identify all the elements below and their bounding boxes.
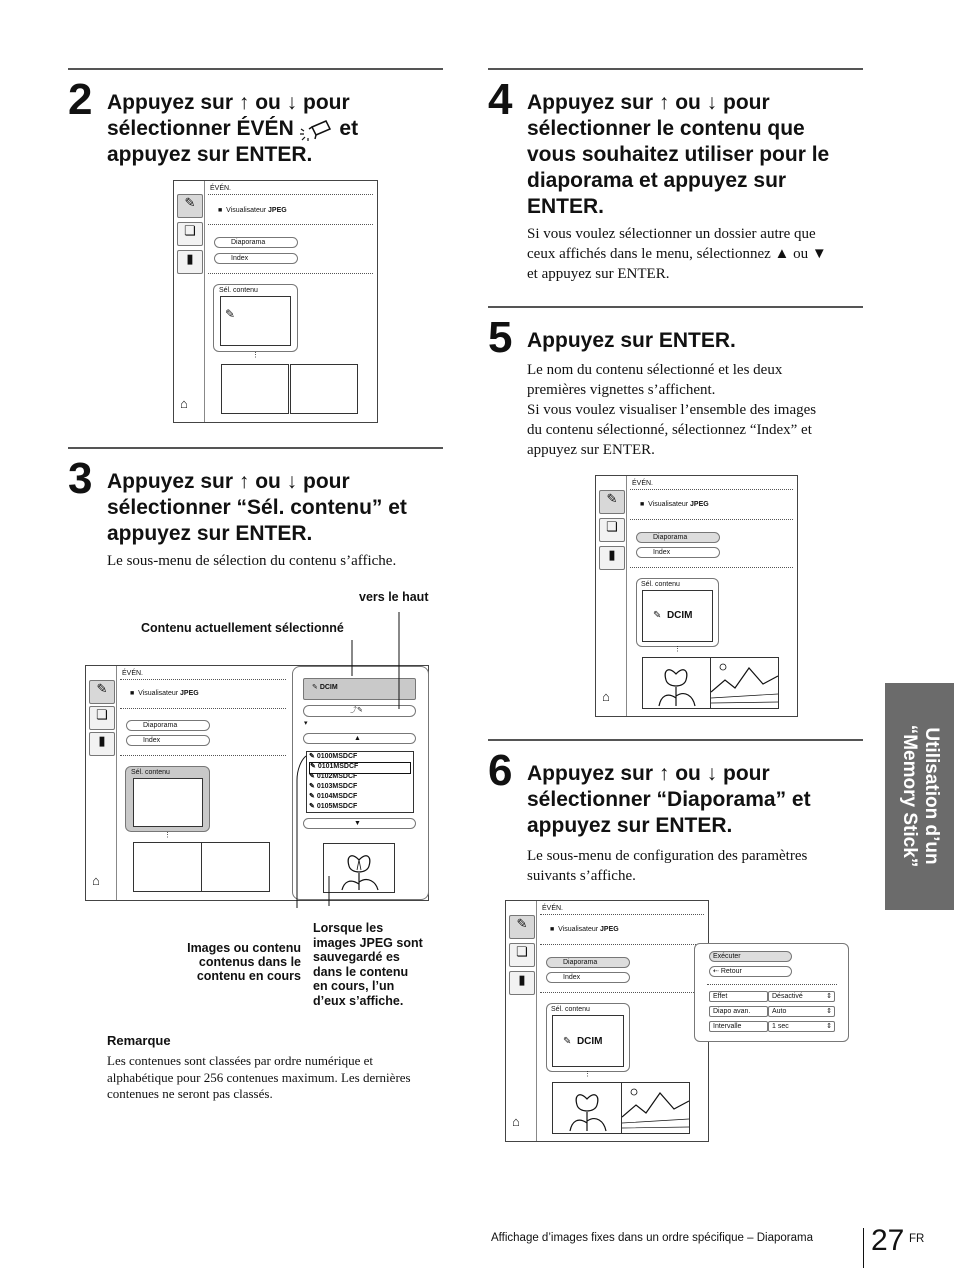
screen-sidebar xyxy=(506,901,537,1141)
note-line: alphabétique pour 256 contenues maximum. Les dernières xyxy=(107,1069,411,1085)
folder-icon: ✎ xyxy=(309,773,317,780)
screen-mockup xyxy=(595,475,798,717)
viewer-text: Visualisateur xyxy=(226,207,267,214)
back-button[interactable] xyxy=(709,966,792,977)
divider xyxy=(630,489,793,490)
content-label: Sél. contenu xyxy=(131,769,170,776)
step-title-line: Appuyez sur ↑ ou ↓ pour xyxy=(527,762,770,785)
step-number: 3 xyxy=(68,454,93,503)
setting-label-box xyxy=(709,1021,768,1032)
effect-value: Désactivé xyxy=(772,993,803,1000)
current-content-label: ✎ DCIM xyxy=(312,684,338,691)
screen-sidebar xyxy=(596,476,627,716)
folder-icon: ✎ xyxy=(309,783,317,790)
screen-mockup xyxy=(505,900,709,1142)
body-line: Le nom du contenu sélectionné et les deux xyxy=(527,362,783,378)
diaporama-label: Diaporama xyxy=(231,239,266,246)
step-title-line: appuyez sur ENTER. xyxy=(527,814,733,837)
jpeg-text: JPEG xyxy=(600,926,619,933)
dcim-text: DCIM xyxy=(576,1036,603,1047)
callout-label xyxy=(313,921,423,1008)
memory-stick-icon[interactable]: ▮ xyxy=(509,971,535,995)
content-label: Sél. contenu xyxy=(551,1006,590,1013)
step-body xyxy=(527,224,827,284)
viewer-label: ■ Visualisateur JPEG xyxy=(640,501,709,508)
viewer-text: Visualisateur xyxy=(138,690,179,697)
up-folder-icon: ⤴✎ xyxy=(350,707,363,714)
cursor-icon: ▾ xyxy=(304,720,308,727)
step-title-text: et xyxy=(339,117,359,140)
setting-label: Diapo avan. xyxy=(713,1008,751,1015)
body-line: du contenu sélectionné, sélectionnez “Index” et xyxy=(527,422,812,438)
body-line: Si vous voulez visualiser l’ensemble des images xyxy=(527,402,817,418)
step-title-line: sélectionner le contenu que xyxy=(527,117,805,140)
setting-label-box xyxy=(709,991,768,1002)
menu-header: ÉVÉN. xyxy=(632,480,654,487)
section-rule xyxy=(488,739,863,741)
callout-line: d’eux s’affiche. xyxy=(313,993,404,1008)
setting-label-box xyxy=(709,1006,768,1017)
back-text: Retour xyxy=(720,968,742,975)
stack-icon[interactable]: ❏ xyxy=(509,943,535,967)
jpeg-text: JPEG xyxy=(690,501,709,508)
event-icon[interactable]: ✎ xyxy=(89,680,115,704)
stack-icon[interactable]: ❏ xyxy=(599,518,625,542)
folder-name: 0102MSDCF xyxy=(316,773,358,780)
footer-title: Affichage d’images fixes dans un ordre spécifique – Diaporama xyxy=(491,1232,813,1244)
home-icon[interactable]: ⌂ xyxy=(512,1114,520,1129)
folder-name: 0105MSDCF xyxy=(316,803,358,810)
divider xyxy=(707,984,837,985)
body-line: appuyez sur ENTER. xyxy=(527,442,655,458)
setting-label: Effet xyxy=(713,993,728,1000)
updown-icon: ⇕ xyxy=(826,993,832,1000)
step-title-line: vous souhaitez utiliser pour le xyxy=(527,143,830,166)
viewer-label: ■ Visualisateur JPEG xyxy=(130,690,199,697)
more-dots: ⋮ xyxy=(674,646,681,653)
step-title-line: diaporama et appuyez sur xyxy=(527,169,787,192)
execute-label: Exécuter xyxy=(713,953,741,960)
home-icon[interactable]: ⌂ xyxy=(92,873,100,888)
index-button[interactable] xyxy=(636,547,720,558)
thumbnail[interactable] xyxy=(642,657,711,709)
folder-icon: ✎ xyxy=(309,753,317,760)
dcim-text: DCIM xyxy=(666,610,693,621)
callout-line: contenus dans le xyxy=(198,955,301,969)
jpeg-text: JPEG xyxy=(268,207,287,214)
body-line: Si vous voulez sélectionner un dossier autre que xyxy=(527,226,816,242)
folder-name: 0103MSDCF xyxy=(316,783,358,790)
callout-line: Lorsque les xyxy=(313,921,384,935)
event-icon[interactable]: ✎ xyxy=(177,194,203,218)
step-title: Appuyez sur ENTER. xyxy=(527,329,736,352)
index-label: Index xyxy=(563,974,581,981)
step-title-line: Appuyez sur ↑ ou ↓ pour xyxy=(107,470,350,493)
viewer-text: Visualisateur xyxy=(558,926,599,933)
memory-stick-icon[interactable]: ▮ xyxy=(177,250,203,274)
step-body xyxy=(527,360,816,460)
index-label: Index xyxy=(231,255,249,262)
flower-image xyxy=(553,1083,621,1133)
landscape-image xyxy=(711,658,778,708)
folder-name: 0104MSDCF xyxy=(316,793,358,800)
step-title-line: sélectionner “Diaporama” et xyxy=(527,788,811,811)
folder-name: 0100MSDCF xyxy=(316,753,358,760)
content-panel[interactable] xyxy=(636,578,719,647)
note-line: contenues ne seront pas classés. xyxy=(107,1086,273,1101)
content-box xyxy=(552,1015,624,1067)
up-arrow-icon: ▲ xyxy=(354,735,361,742)
index-label: Index xyxy=(653,549,671,556)
body-line: et appuyez sur ENTER. xyxy=(527,266,670,282)
more-dots: ⋮ xyxy=(584,1071,591,1078)
section-rule xyxy=(488,68,863,70)
callout-line: dans le contenu xyxy=(313,964,409,979)
body-line: premières vignettes s’affichent. xyxy=(527,382,716,398)
slideshow-settings-flyout xyxy=(694,943,849,1042)
stack-icon[interactable]: ❏ xyxy=(177,222,203,246)
diaporama-button[interactable] xyxy=(546,957,630,968)
body-line: ceux affichés dans le menu, sélectionnez ▲ ou ▼ xyxy=(527,246,827,262)
down-arrow-icon: ▼ xyxy=(354,820,361,827)
menu-header: ÉVÉN. xyxy=(210,185,232,192)
divider xyxy=(540,992,704,993)
updown-icon: ⇕ xyxy=(826,1008,832,1015)
dcim-label: ✎ DCIM xyxy=(653,610,693,621)
diaporama-label: Diaporama xyxy=(563,959,598,966)
thumbnail[interactable] xyxy=(621,1082,690,1134)
advance-value: Auto xyxy=(772,1008,787,1015)
step-body: Le sous-menu de sélection du contenu s’affiche. xyxy=(107,553,397,569)
step-body xyxy=(527,846,807,886)
viewer-label: ■ Visualisateur JPEG xyxy=(218,207,287,214)
step-title-line: Appuyez sur ↑ ou ↓ pour xyxy=(107,91,350,114)
event-icon[interactable]: ✎ xyxy=(509,915,535,939)
content-panel[interactable] xyxy=(546,1003,630,1072)
memory-stick-icon: ✎ xyxy=(225,307,236,321)
diaporama-label: Diaporama xyxy=(143,722,178,729)
content-box xyxy=(642,590,713,642)
diaporama-button[interactable] xyxy=(636,532,720,543)
page-number: 27 xyxy=(871,1224,905,1257)
footer-divider xyxy=(863,1228,864,1268)
diaporama-label: Diaporama xyxy=(653,534,688,541)
folder-icon: ✎ xyxy=(309,803,317,810)
flower-image xyxy=(643,658,710,708)
home-icon[interactable]: ⌂ xyxy=(602,689,610,704)
updown-icon: ⇕ xyxy=(826,1023,832,1030)
dcim-text: DCIM xyxy=(319,684,338,691)
note-body xyxy=(107,1053,411,1103)
jpeg-text: JPEG xyxy=(180,690,199,697)
memory-stick-icon[interactable]: ▮ xyxy=(89,732,115,756)
callout-line: sauvegardé es xyxy=(313,950,400,964)
step-number: 6 xyxy=(488,746,513,795)
callout-line: images JPEG sont xyxy=(313,935,423,950)
side-tab-line: “Memory Stick” xyxy=(899,724,920,868)
landscape-image xyxy=(622,1083,689,1133)
step-title-line: ENTER. xyxy=(527,195,605,218)
divider xyxy=(630,519,793,520)
section-rule xyxy=(488,306,863,308)
callout-label xyxy=(169,941,301,983)
step-title-line: appuyez sur ENTER. xyxy=(107,522,313,545)
note-title: Remarque xyxy=(107,1033,171,1048)
step-title-line: Appuyez sur ↑ ou ↓ pour xyxy=(527,91,770,114)
folder-name: 0101MSDCF xyxy=(317,763,359,770)
memory-stick-icon[interactable]: ▮ xyxy=(599,546,625,570)
page-language: FR xyxy=(909,1233,925,1245)
menu-header: ÉVÉN. xyxy=(542,905,564,912)
index-button[interactable] xyxy=(546,972,630,983)
callout-label: vers le haut xyxy=(359,590,429,604)
step-number: 5 xyxy=(488,313,513,362)
divider xyxy=(540,944,704,945)
step-title-line: sélectionner “Sél. contenu” et xyxy=(107,496,407,519)
body-line: Le sous-menu de configuration des paramètres xyxy=(527,848,808,864)
callout-label: Contenu actuellement sélectionné xyxy=(141,621,344,635)
thumbnail[interactable] xyxy=(552,1082,622,1134)
menu-header: ÉVÉN. xyxy=(122,670,144,677)
note-line: Les contenues sont classées par ordre numérique et xyxy=(107,1053,374,1068)
more-dots: ⋮ xyxy=(252,352,259,359)
home-icon[interactable]: ⌂ xyxy=(180,396,188,411)
effect-select[interactable] xyxy=(768,991,835,1002)
more-dots: ⋮ xyxy=(164,832,171,839)
stack-icon[interactable]: ❏ xyxy=(89,706,115,730)
content-label: Sél. contenu xyxy=(219,287,258,294)
thumbnail[interactable] xyxy=(710,657,779,709)
index-label: Index xyxy=(143,737,161,744)
side-tab-line: Utilisation d’un xyxy=(921,727,942,865)
callout-line: contenu en cours xyxy=(196,969,301,983)
dcim-label: ✎ DCIM xyxy=(563,1036,603,1047)
advance-select[interactable] xyxy=(768,1006,835,1017)
folder-icon: ✎ xyxy=(309,793,317,800)
event-icon[interactable]: ✎ xyxy=(599,490,625,514)
folder-icon: ✎ xyxy=(310,763,318,770)
interval-value: 1 sec xyxy=(772,1023,789,1030)
step-number: 4 xyxy=(488,75,513,124)
execute-button[interactable] xyxy=(709,951,792,962)
callout-line: en cours, l’un xyxy=(313,979,395,993)
body-line: suivants s’affiche. xyxy=(527,868,636,884)
divider xyxy=(540,914,704,915)
interval-select[interactable] xyxy=(768,1021,835,1032)
chapter-side-tab-text xyxy=(898,725,942,868)
step-number: 2 xyxy=(68,75,93,124)
divider xyxy=(630,567,793,568)
viewer-label: ■ Visualisateur JPEG xyxy=(550,926,619,933)
setting-label: Intervalle xyxy=(713,1023,742,1030)
step-title-text: sélectionner ÉVÉN xyxy=(107,117,294,140)
back-label: ⇠ Retour xyxy=(713,968,742,975)
viewer-text: Visualisateur xyxy=(648,501,689,508)
callout-line: Images ou contenu xyxy=(187,941,301,955)
step-title-line: appuyez sur ENTER. xyxy=(107,143,313,166)
content-label: Sél. contenu xyxy=(641,581,680,588)
